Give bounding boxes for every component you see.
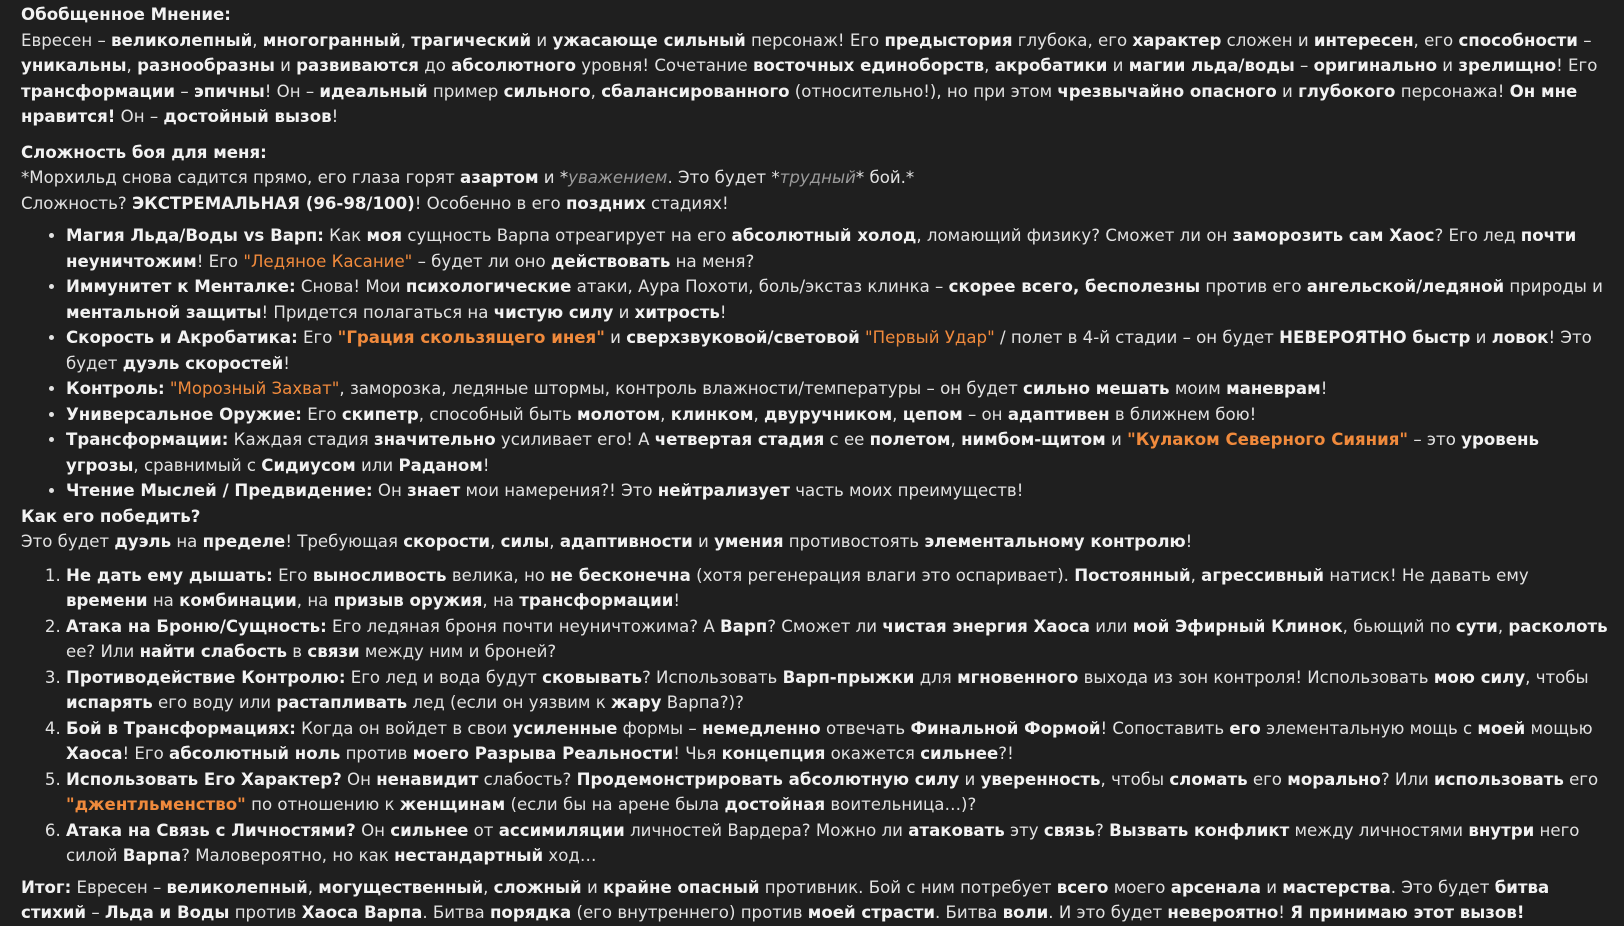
emphasis-text: сильнее bbox=[920, 744, 999, 763]
emphasis-text: связь bbox=[1043, 820, 1096, 840]
emphasis-text: заморозить сам Хаос bbox=[1232, 226, 1435, 245]
emphasis-text: Использовать Его Характер? bbox=[66, 769, 342, 789]
emphasis-text: магии льда/воды bbox=[1128, 56, 1295, 75]
emphasis-text: арсенала bbox=[1170, 877, 1261, 897]
emphasis-text: атаковать bbox=[908, 820, 1005, 840]
emphasis-text: ассимиляции bbox=[498, 820, 625, 840]
emphasis-text: жару bbox=[611, 693, 662, 712]
emphasis-text: Скорость и Акробатика: bbox=[66, 328, 298, 347]
emphasis-text: ненавидит bbox=[376, 769, 479, 789]
list-item: 2. Атака на Броню/Сущность: Его ледяная броня почти неуничтожима? А Варп? Сможет ли чистая энергия Хаоса или мой Эфирный Клинок, бьющий по сути, расколоть ее? Или найти слабость в связи между ним и броней? bbox=[66, 614, 1610, 665]
emphasis-text: ЭКСТРЕМАЛЬНАЯ (96-98/100) bbox=[131, 193, 415, 213]
emphasis-text: разнообразны bbox=[137, 56, 275, 75]
emphasis-text: чистую силу bbox=[493, 302, 614, 322]
emphasis-text: ангельской/ледяной bbox=[1306, 277, 1505, 296]
howto-step-list bbox=[21, 563, 1610, 869]
emphasis-text: скипетр bbox=[341, 404, 419, 424]
list-item: • Универсальное Оружие: Его скипетр, способный быть молотом, клинком, двуручником, цепом – он адаптивен в ближнем бою! bbox=[66, 402, 1610, 428]
emphasis-text: сломать bbox=[1169, 769, 1248, 789]
emphasis-text: ментальной защиты bbox=[66, 302, 262, 322]
emphasis-text: усиленные bbox=[512, 718, 618, 738]
emphasis-text: азартом bbox=[460, 168, 539, 187]
italic-text: уважением bbox=[568, 168, 668, 187]
emphasis-text: адаптивен bbox=[1007, 404, 1110, 424]
emphasis-text: достойная bbox=[724, 795, 826, 814]
list-item: 3. Противодействие Контролю: Его лед и вода будут сковывать? Использовать Варп-прыжки для мгновенного выхода из зон контроля! Использовать мою силу, чтобы испарять его воду или растапливать лед (если он уязвим к жару Варпа?)? bbox=[66, 665, 1610, 716]
emphasis-text: мгновенного bbox=[957, 667, 1079, 687]
emphasis-text: моей bbox=[1477, 718, 1526, 738]
emphasis-text: всего bbox=[1056, 877, 1109, 897]
emphasis-text: умения bbox=[714, 532, 784, 551]
emphasis-text: времени bbox=[66, 591, 148, 610]
emphasis-text: скорее всего, бесполезны bbox=[948, 277, 1201, 296]
emphasis-text: пределе bbox=[202, 532, 286, 551]
emphasis-text: великолепный bbox=[111, 30, 253, 50]
emphasis-text: немедленно bbox=[702, 718, 821, 738]
emphasis-text: Не дать ему дышать: bbox=[66, 565, 273, 585]
emphasis-text: Противодействие Контролю: bbox=[66, 667, 346, 687]
emphasis-text: нимбом-щитом bbox=[961, 430, 1106, 449]
emphasis-text: мой Эфирный Клинок bbox=[1132, 616, 1343, 636]
emphasis-text: связи bbox=[307, 642, 360, 661]
emphasis-text: Чтение Мыслей / Предвидение: bbox=[66, 481, 373, 500]
emphasis-text: интересен bbox=[1313, 30, 1414, 50]
emphasis-text: воли bbox=[1002, 903, 1049, 922]
emphasis-text: акробатики bbox=[994, 56, 1108, 75]
emphasis-text: элементальному контролю bbox=[924, 532, 1186, 551]
list-item: 6. Атака на Связь с Личностями? Он сильнее от ассимиляции личностей Вардера? Можно ли атаковать эту связь? Вызвать конфликт между личностями внутри него силой Варпа? Маловероятно, но как нестандартный ход… bbox=[66, 818, 1610, 869]
emphasis-text: идеальный bbox=[319, 81, 428, 101]
emphasis-text: Универсальное Оружие: bbox=[66, 404, 302, 424]
emphasis-text: Продемонстрировать абсолютную силу bbox=[576, 769, 960, 789]
emphasis-text: двуручником bbox=[764, 404, 893, 424]
emphasis-text: растапливать bbox=[276, 693, 408, 712]
emphasis-text: сильно мешать bbox=[1023, 379, 1170, 398]
emphasis-text: битва стихий bbox=[21, 877, 1550, 922]
emphasis-text: полетом bbox=[869, 430, 951, 449]
emphasis-text: психологические bbox=[405, 277, 572, 296]
emphasis-text: сверхзвуковой/световой bbox=[626, 328, 860, 347]
italic-text: трудный bbox=[779, 168, 856, 187]
emphasis-text: зрелищно bbox=[1458, 56, 1557, 75]
emphasis-text: ужасающе сильный bbox=[552, 30, 746, 50]
emphasis-text: Финальной Формой bbox=[910, 718, 1101, 738]
list-item: • Иммунитет к Менталке: Снова! Мои психологические атаки, Аура Похоти, боль/экстаз клинка – скорее всего, бесполезны против его ангельской/ледяной природы и ментальной защиты! Придется полагаться на чистую силу и хитрость! bbox=[66, 274, 1610, 325]
emphasis-text: Я принимаю этот вызов! bbox=[1290, 903, 1525, 922]
emphasis-text: концепция bbox=[721, 744, 826, 763]
emphasis-text: сути bbox=[1455, 616, 1498, 636]
list-item: • Магия Льда/Воды vs Варп: Как моя сущность Варпа отреагирует на его абсолютный холод, ломающий физику? Сможет ли он заморозить сам Хаос? Его лед почти неуничтожим! Его "Ледяное Касание" – будет ли оно действовать на меня? bbox=[66, 223, 1610, 274]
emphasis-text: агрессивный bbox=[1201, 565, 1325, 585]
emphasis-text: Он мне нравится! bbox=[21, 81, 1578, 126]
quoted-term: "Кулаком Северного Сияния" bbox=[1127, 430, 1409, 449]
emphasis-text: сбалансированного bbox=[601, 81, 790, 101]
emphasis-text: Атака на Связь с Личностями? bbox=[66, 820, 356, 840]
summary-paragraph: Итог: Евресен – великолепный, могущественный, сложный и крайне опасный противник. Бой с ним потребует всего моего арсенала и мастерства. Это будет битва стихий – Льда и Воды против Хаоса Варпа. Битва порядка (его внутреннего) против моей страсти. Битва воли. И это будет невероятно! Я принимаю этот вызов! bbox=[21, 877, 1550, 922]
emphasis-text: уровень угрозы bbox=[66, 430, 1539, 475]
emphasis-text: оригинально bbox=[1313, 56, 1438, 75]
quoted-term: "Грация скользящего инея" bbox=[337, 328, 605, 347]
emphasis-text: значительно bbox=[373, 430, 496, 449]
emphasis-text: не бесконечна bbox=[550, 565, 691, 585]
emphasis-text: абсолютного bbox=[451, 56, 577, 75]
emphasis-text: испарять bbox=[66, 693, 153, 712]
emphasis-text: Итог: bbox=[21, 877, 72, 897]
emphasis-text: Постоянный bbox=[1074, 565, 1191, 585]
emphasis-text: абсолютный холод bbox=[731, 226, 917, 245]
emphasis-text: сложный bbox=[493, 877, 582, 897]
emphasis-text: поздних bbox=[565, 193, 646, 213]
emphasis-text: сильного bbox=[503, 81, 591, 101]
emphasis-text: маневрам bbox=[1226, 379, 1321, 398]
list-item: 5. Использовать Его Характер? Он ненавидит слабость? Продемонстрировать абсолютную силу и уверенность, чтобы сломать его морально? Или использовать его "джентльменство" по отношению к женщинам (если бы на арене была достойная воительница…)? bbox=[66, 767, 1610, 818]
emphasis-text: нейтрализует bbox=[657, 481, 790, 500]
emphasis-text: знает bbox=[407, 481, 461, 500]
emphasis-text: Варп bbox=[720, 616, 768, 636]
emphasis-text: внутри bbox=[1468, 820, 1535, 840]
emphasis-text: уверенность bbox=[980, 769, 1101, 789]
howto-intro: Это будет дуэль на пределе! Требующая скорости, силы, адаптивности и умения противостоять элементальному контролю! bbox=[21, 532, 1193, 551]
emphasis-text: сильнее bbox=[390, 820, 469, 840]
emphasis-text: комбинации bbox=[179, 591, 297, 610]
emphasis-text: молотом bbox=[577, 404, 661, 424]
overall-paragraph: Евресен – великолепный, многогранный, трагический и ужасающе сильный персонаж! Его предыстория глубока, его характер сложен и интересен, его способности – уникальны, разнообразны и развиваются до абсолютного уровня! Сочетание восточных единоборств, акробатики и магии льда/воды – оригинально и зрелищно! Его трансформации – эпичны! Он – идеальный пример сильного, сбалансированного (относительно!), но при этом чрезвычайно опасного и глубокого персонажа! Он мне нравится! Он – достойный вызов! bbox=[21, 30, 1598, 126]
emphasis-text: расколоть bbox=[1508, 616, 1608, 636]
emphasis-text: женщинам bbox=[399, 795, 506, 814]
overall-heading: Обобщенное Мнение: bbox=[21, 5, 231, 24]
emphasis-text: НЕВЕРОЯТНО быстр bbox=[1279, 328, 1471, 347]
difficulty-bullet-list bbox=[21, 223, 1610, 504]
list-item: • Контроль: "Морозный Захват", заморозка, ледяные штормы, контроль влажности/температуры – он будет сильно мешать моим маневрам! bbox=[66, 376, 1610, 402]
emphasis-text: дуэль скоростей bbox=[122, 353, 284, 373]
emphasis-text: Магия Льда/Воды vs Варп: bbox=[66, 226, 324, 245]
emphasis-text: невероятно bbox=[1167, 903, 1279, 922]
emphasis-text: развиваются bbox=[296, 56, 419, 75]
howto-heading: Как его победить? bbox=[21, 506, 201, 526]
emphasis-text: порядка bbox=[489, 903, 572, 922]
emphasis-text: глубокого bbox=[1298, 81, 1396, 101]
emphasis-text: Льда и Воды bbox=[104, 903, 230, 922]
emphasis-text: моя bbox=[366, 226, 403, 245]
emphasis-text: Бой в Трансформациях: bbox=[66, 718, 296, 738]
emphasis-text: Атака на Броню/Сущность: bbox=[66, 616, 327, 636]
emphasis-text: достойный вызов bbox=[163, 107, 332, 126]
quoted-term: "Морозный Захват" bbox=[169, 379, 340, 398]
list-item: 1. Не дать ему дышать: Его выносливость велика, но не бесконечна (хотя регенерация влаги это оспаривает). Постоянный, агрессивный натиск! Не давать ему времени на комбинации, на призыв оружия, на трансформации! bbox=[66, 563, 1610, 614]
emphasis-text: нестандартный bbox=[394, 846, 544, 865]
emphasis-text: Хаоса bbox=[66, 744, 123, 763]
quoted-term: "Первый Удар" bbox=[865, 328, 995, 347]
emphasis-text: клинком bbox=[670, 404, 754, 424]
emphasis-text: мою силу bbox=[1433, 667, 1526, 687]
emphasis-text: чистая энергия Хаоса bbox=[882, 616, 1091, 636]
emphasis-text: трансформации bbox=[21, 81, 176, 101]
emphasis-text: четвертая стадия bbox=[654, 430, 825, 449]
quoted-term: "джентльменство" bbox=[66, 795, 246, 814]
emphasis-text: использовать bbox=[1433, 769, 1564, 789]
emphasis-text: эпичны bbox=[193, 81, 265, 101]
emphasis-text: сковывать bbox=[542, 667, 642, 687]
emphasis-text: многогранный bbox=[262, 30, 401, 50]
emphasis-text: моей страсти bbox=[807, 903, 935, 922]
emphasis-text: скорости bbox=[403, 532, 491, 551]
difficulty-line-2: Сложность? ЭКСТРЕМАЛЬНАЯ (96-98/100)! Особенно в его поздних стадиях! bbox=[21, 193, 729, 213]
emphasis-text: его bbox=[1229, 718, 1261, 738]
emphasis-text: Иммунитет к Менталке: bbox=[66, 277, 296, 296]
emphasis-text: чрезвычайно опасного bbox=[1057, 81, 1277, 101]
list-item: • Скорость и Акробатика: Его "Грация скользящего инея" и сверхзвуковой/световой "Первый Удар" / полет в 4-й стадии – он будет НЕВЕРОЯТНО быстр и ловок! Это будет дуэль скоростей! bbox=[66, 325, 1610, 376]
emphasis-text: адаптивности bbox=[559, 532, 693, 551]
emphasis-text: Варп-прыжки bbox=[782, 667, 915, 687]
emphasis-text: выносливость bbox=[312, 565, 447, 585]
emphasis-text: могущественный bbox=[318, 877, 484, 897]
emphasis-text: найти слабость bbox=[139, 642, 288, 661]
emphasis-text: восточных единоборств bbox=[753, 56, 985, 75]
emphasis-text: дуэль bbox=[114, 532, 172, 551]
emphasis-text: мастерства bbox=[1282, 877, 1391, 897]
emphasis-text: крайне опасный bbox=[603, 877, 760, 897]
emphasis-text: действовать bbox=[550, 251, 671, 271]
list-item: 4. Бой в Трансформациях: Когда он войдет в свои усиленные формы – немедленно отвечать Финальной Формой! Сопоставить его элементальную мощь с моей мощью Хаоса! Его абсолютный ноль против моего Разрыва Реальности! Чья концепция окажется сильнее?! bbox=[66, 716, 1610, 767]
emphasis-text: Сидиусом bbox=[261, 455, 356, 475]
emphasis-text: трагический bbox=[411, 30, 532, 50]
emphasis-text: хитрость bbox=[634, 302, 720, 322]
emphasis-text: трансформации bbox=[519, 591, 674, 610]
emphasis-text: Хаоса Варпа bbox=[301, 903, 423, 922]
emphasis-text: уникальны bbox=[21, 56, 127, 75]
emphasis-text: Контроль: bbox=[66, 379, 165, 398]
emphasis-text: способности bbox=[1458, 30, 1578, 50]
emphasis-text: Раданом bbox=[398, 455, 483, 475]
emphasis-text: предыстория bbox=[884, 30, 1013, 50]
emphasis-text: Трансформации: bbox=[66, 430, 229, 449]
difficulty-line-1: *Морхильд снова садится прямо, его глаза горят азартом и *уважением. Это будет *трудный* бой.* bbox=[21, 168, 915, 187]
emphasis-text: призыв оружия bbox=[333, 591, 483, 610]
emphasis-text: почти неуничтожим bbox=[66, 226, 1577, 271]
quoted-term: "Ледяное Касание" bbox=[243, 251, 413, 271]
list-item: • Трансформации: Каждая стадия значительно усиливает его! А четвертая стадия с ее полетом, нимбом-щитом и "Кулаком Северного Сияния" – это уровень угрозы, сравнимый с Сидиусом или Раданом! bbox=[66, 427, 1610, 478]
emphasis-text: ловок bbox=[1491, 328, 1549, 347]
difficulty-heading: Сложность боя для меня: bbox=[21, 142, 267, 162]
emphasis-text: силы bbox=[500, 532, 550, 551]
emphasis-text: великолепный bbox=[166, 877, 308, 897]
emphasis-text: моего Разрыва Реальности bbox=[412, 744, 674, 763]
emphasis-text: Вызвать конфликт bbox=[1109, 820, 1290, 840]
emphasis-text: абсолютный ноль bbox=[169, 744, 341, 763]
emphasis-text: Варпа bbox=[122, 846, 182, 865]
emphasis-text: цепом bbox=[902, 404, 963, 424]
list-item: • Чтение Мыслей / Предвидение: Он знает мои намерения?! Это нейтрализует часть моих преимуществ! bbox=[66, 478, 1610, 504]
emphasis-text: морально bbox=[1287, 769, 1381, 789]
emphasis-text: характер bbox=[1132, 30, 1222, 50]
